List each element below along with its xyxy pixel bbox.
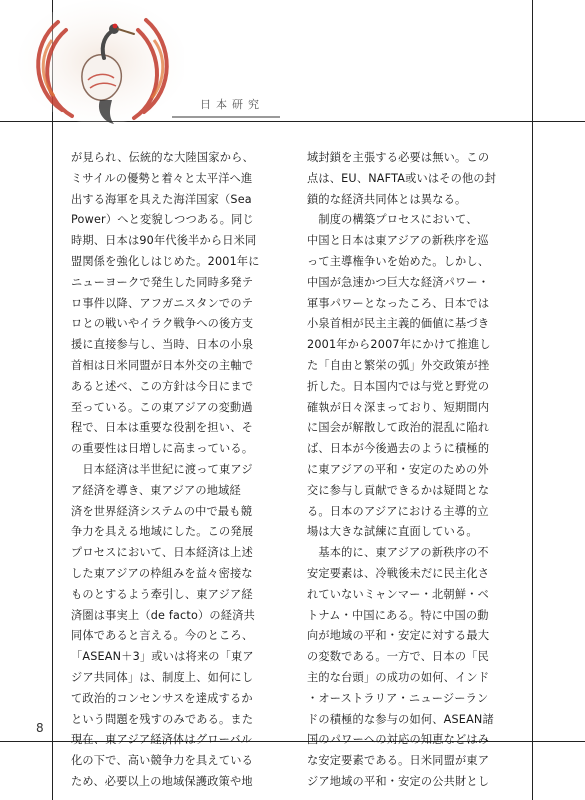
header-title: 日本研究 [200, 98, 264, 111]
text-line: た「自由と繁栄の弧」外交政策が挫 [307, 358, 490, 372]
text-line: 小泉首相が民主主義的価値に基づき [307, 317, 490, 331]
text-line: 済を世界経済システムの中で最も競 [71, 504, 253, 518]
text-line: 安定要素は、冷戦後未だに民主化さ [307, 566, 490, 580]
text-line: ジア地域の平和・安定の公共財とし [307, 774, 490, 788]
text-line: 同体であると言える。今のところ、 [71, 629, 254, 643]
text-line: ニューヨークで発生した同時多発テ [71, 275, 254, 289]
text-line: 済圏は事実上（de facto）の経済共 [71, 608, 255, 622]
text-line: る。日本のアジアにおける主導的立 [307, 504, 489, 518]
text-line: ものとするよう牽引し、東アジア経 [71, 587, 253, 601]
left-column [71, 148, 281, 793]
crane-emblem-icon [14, 0, 184, 128]
text-line: ため、必要以上の地域保護政策や地 [71, 774, 253, 788]
text-line: 至っている。この東アジアの変動過 [71, 400, 253, 414]
text-line: 化の下で、高い競争力を具えている [71, 754, 253, 768]
text-line: プロセスにおいて、日本経済は上述 [71, 546, 253, 560]
text-line: 国のパワーへの対応の知恵などはみ [307, 733, 490, 747]
text-line: という問題を残すのみである。また [71, 712, 254, 726]
text-line: 軍事パワーとなったころ、日本では [307, 296, 490, 310]
text-line: 盟関係を強化しはじめた。2001年に [71, 254, 260, 268]
text-line: 2001年から2007年にかけて推進し [307, 338, 491, 352]
text-line: 基本的に、東アジアの新秩序の不 [307, 546, 489, 560]
text-line: 制度の構築プロセスにおいて、 [307, 213, 478, 227]
text-line: した東アジアの枠組みを益々密接な [71, 566, 253, 580]
text-line: れていないミャンマー・北朝鮮・ベ [307, 587, 489, 601]
text-line: 争力を具える地域にした。この発展 [71, 525, 254, 539]
text-line: トナム・中国にある。特に中国の動 [307, 608, 489, 622]
text-line: 交に参与し貢献できるかは疑問とな [307, 483, 490, 497]
text-line: 中国が急速かつ巨大な経済パワー・ [307, 275, 490, 289]
text-line: に国会が解散して政治的混乱に陥れ [307, 421, 490, 435]
text-line: 「ASEAN＋3」或いは将来の「東ア [71, 650, 254, 664]
right-column [307, 148, 517, 793]
text-line: が見られ、伝統的な大陸国家から、 [71, 151, 254, 164]
text-line: の重要性は日増しに高まっている。 [71, 442, 254, 456]
text-line: ア経済を導き、東アジアの地域経 [71, 483, 241, 497]
text-line: Power）へと変貌しつつある。同じ [71, 213, 254, 227]
text-line: ジア共同体」は、制度上、如何にし [71, 670, 254, 684]
text-line: 域封鎖を主張する必要は無い。この [307, 151, 490, 164]
text-line: な安定要素である。日米同盟が東ア [307, 754, 490, 768]
text-line: あると述べ、この方針は今日にまで [71, 379, 254, 393]
text-line: 向が地域の平和・安定に対する最大 [307, 629, 490, 643]
text-line: 鎖的な経済共同体とは異なる。 [307, 192, 467, 206]
text-line: 程で、日本は重要な役割を担い、そ [71, 421, 253, 435]
right-margin-line [532, 0, 533, 800]
text-line: に東アジアの平和・安定のための外 [307, 462, 489, 476]
text-line: 時期、日本は90年代後半から日米同 [71, 234, 257, 248]
text-line: 援に直接参与し、当時、日本の小泉 [71, 338, 254, 352]
text-line: 確執が日々深まっており、短期間内 [307, 400, 490, 414]
text-line: 現在、東アジア経済体はグローバル [71, 733, 253, 747]
text-line: 出する海軍を具えた海洋国家（Sea [71, 192, 252, 206]
text-line: ・オーストラリア・ニュージーラン [307, 691, 489, 705]
text-line: ミサイルの優勢と着々と太平洋へ進 [71, 171, 253, 185]
text-line: 主的な台頭」の成功の如何、インド [307, 670, 490, 684]
text-line: 点は、EU、NAFTA或いはその他の封 [307, 171, 497, 185]
text-line: 首相は日米同盟が日本外交の主軸で [71, 358, 254, 372]
text-line: ば、日本が今後過去のように積極的 [307, 442, 490, 456]
page-number: 8 [36, 721, 44, 735]
text-line: 折した。日本国内では与党と野党の [307, 379, 490, 393]
text-line: ロ事件以降、アフガニスタンでのテ [71, 296, 254, 310]
text-line: 中国と日本は東アジアの新秩序を巡 [307, 234, 489, 248]
header-underline [172, 116, 280, 118]
text-line: の変数である。一方で、日本の「民 [307, 650, 489, 664]
text-line: ロとの戦いやイラク戦争への後方支 [71, 317, 254, 331]
text-line: 場は大きな試練に直面している。 [307, 525, 478, 539]
text-line: て政治的コンセンサスを達成するか [71, 691, 253, 705]
text-line: ドの積極的な参与の如何、ASEAN諸 [307, 712, 494, 726]
text-line: って主導権争いを始めた。しかし、 [307, 254, 490, 268]
text-line: 日本経済は半世紀に渡って東アジ [71, 462, 253, 476]
